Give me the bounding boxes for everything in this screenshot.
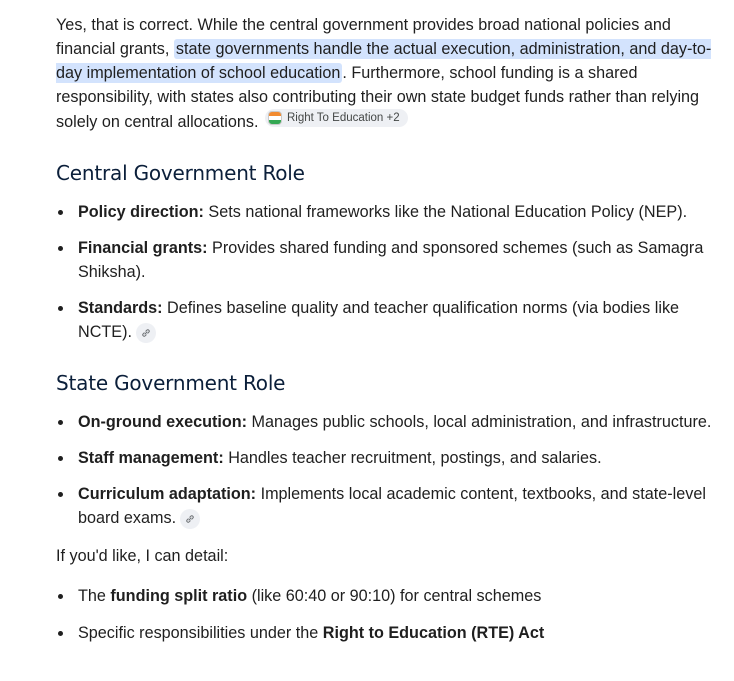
list-item	[56, 236, 716, 284]
item-label: Standards:	[78, 299, 163, 317]
list-item	[56, 482, 716, 530]
list-item	[56, 584, 716, 608]
source-logo-icon	[268, 111, 282, 125]
list-item	[56, 446, 716, 470]
intro-text-1: Yes, that is correct. While the central government provides broad national policies and financial grants,	[56, 16, 671, 58]
highlighted-text[interactable]: state governments handle the actual execution, administration, and day-to-day implementation of school education	[56, 40, 712, 82]
source-chip[interactable]	[265, 109, 408, 127]
item-label: Policy direction:	[78, 203, 204, 221]
source-chip-label: Right To Education +2	[286, 112, 400, 124]
option-bold: funding split ratio	[110, 587, 248, 605]
item-label: On-ground execution:	[78, 413, 248, 431]
option-text: Specific responsibilities under the	[78, 624, 323, 642]
link-icon[interactable]	[180, 509, 200, 529]
intro-text-2: . Furthermore, school funding is a shared responsibility, with states also contributing their own state budget funds rather than relying solely on central allocations.	[56, 64, 700, 131]
option-text: The	[78, 587, 111, 605]
options-list	[56, 584, 716, 645]
list-item	[56, 410, 716, 434]
item-label: Staff management:	[78, 449, 224, 467]
item-text: Manages public schools, local administration, and infrastructure.	[247, 413, 712, 431]
item-text: Sets national frameworks like the National Education Policy (NEP).	[203, 203, 688, 221]
item-text: Provides shared funding and sponsored schemes (such as Samagra Shiksha).	[78, 239, 704, 281]
central-list	[56, 200, 716, 344]
item-label: Financial grants:	[78, 239, 208, 257]
list-item	[56, 621, 716, 645]
link-icon[interactable]	[136, 323, 156, 343]
item-text: Implements local academic content, textbooks, and state-level board exams.	[78, 485, 706, 527]
item-label: Curriculum adaptation:	[78, 485, 257, 503]
item-text: Defines baseline quality and teacher qualification norms (via bodies like NCTE).	[78, 299, 680, 341]
option-text: (like 60:40 or 90:10) for central schemes	[247, 587, 542, 605]
central-heading: Central Government Role	[56, 161, 305, 185]
intro-paragraph	[56, 13, 716, 134]
item-text: Handles teacher recruitment, postings, and salaries.	[223, 449, 602, 467]
list-item	[56, 200, 716, 224]
offer-text: If you'd like, I can detail:	[56, 547, 229, 565]
state-heading: State Government Role	[56, 371, 286, 395]
state-list	[56, 410, 716, 530]
list-item	[56, 296, 716, 344]
option-bold: Right to Education (RTE) Act	[322, 624, 545, 642]
